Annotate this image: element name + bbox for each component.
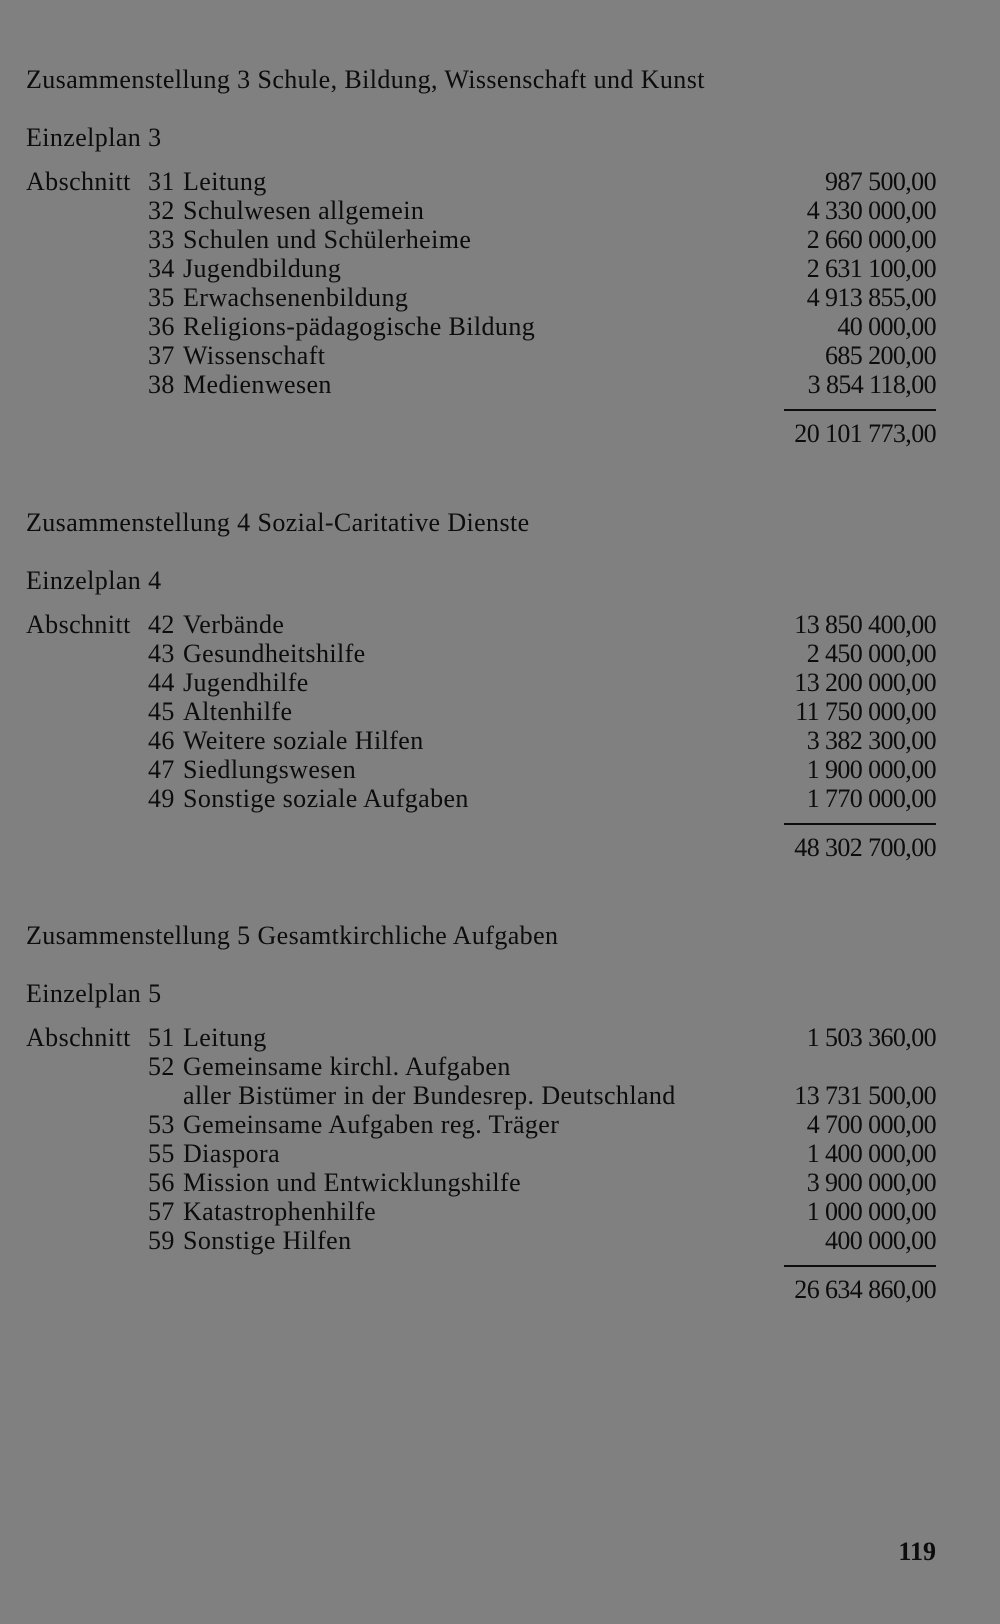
section-amount: 4 700 000,00 xyxy=(806,1110,936,1139)
section-label: Leitung xyxy=(183,1023,267,1052)
budget-row xyxy=(26,1081,936,1110)
budget-row xyxy=(26,726,936,755)
section-label: Mission und Entwicklungshilfe xyxy=(183,1168,522,1197)
zusammenstellung-3-heading: Zusammenstellung 3 Schule, Bildung, Wissenschaft und Kunst xyxy=(26,65,705,94)
budget-row xyxy=(26,668,936,697)
page-number: 119 xyxy=(898,1537,936,1566)
section-amount: 2 631 100,00 xyxy=(806,254,936,283)
section-label: Sonstige soziale Aufgaben xyxy=(183,784,469,813)
section-amount: 1 000 000,00 xyxy=(806,1197,936,1226)
zusammenstellung-5-heading: Zusammenstellung 5 Gesamtkirchliche Aufgaben xyxy=(26,921,559,950)
section-number: 49 xyxy=(148,784,175,813)
budget-row xyxy=(26,312,936,341)
section-label: Altenhilfe xyxy=(183,697,293,726)
section-amount: 400 000,00 xyxy=(824,1226,936,1255)
section-amount: 11 750 000,00 xyxy=(795,697,936,726)
section-number: 42 xyxy=(148,610,175,639)
budget-row xyxy=(26,167,936,196)
section-amount: 685 200,00 xyxy=(824,341,936,370)
section-number: 52 xyxy=(148,1052,175,1081)
section-label: Jugendhilfe xyxy=(183,668,309,697)
section-label: Diaspora xyxy=(183,1139,281,1168)
sum-rule xyxy=(784,1265,936,1267)
budget-row xyxy=(26,784,936,813)
section-amount: 987 500,00 xyxy=(824,167,936,196)
section-number: 57 xyxy=(148,1197,175,1226)
budget-row xyxy=(26,610,936,639)
section-label: Verbände xyxy=(183,610,285,639)
abschnitt-label: Abschnitt xyxy=(26,610,131,639)
section-label: Schulwesen allgemein xyxy=(183,196,425,225)
section-label: aller Bistümer in der Bundesrep. Deutschland xyxy=(183,1081,676,1110)
section-number: 32 xyxy=(148,196,175,225)
budget-row xyxy=(26,1197,936,1226)
einzelplan-3-heading: Einzelplan 3 xyxy=(26,123,162,152)
section-number: 33 xyxy=(148,225,175,254)
section-amount: 1 503 360,00 xyxy=(806,1023,936,1052)
budget-row xyxy=(26,254,936,283)
section-number: 35 xyxy=(148,283,175,312)
section-label: Medienwesen xyxy=(183,370,332,399)
section-amount: 40 000,00 xyxy=(837,312,936,341)
section-label: Sonstige Hilfen xyxy=(183,1226,352,1255)
section-amount: 3 854 118,00 xyxy=(807,370,936,399)
section-amount: 2 450 000,00 xyxy=(806,639,936,668)
einzelplan-4-heading: Einzelplan 4 xyxy=(26,566,162,595)
abschnitt-label: Abschnitt xyxy=(26,1023,131,1052)
budget-row xyxy=(26,1168,936,1197)
section-number: 34 xyxy=(148,254,175,283)
budget-row xyxy=(26,1226,936,1255)
section-number: 45 xyxy=(148,697,175,726)
zusammenstellung-4-heading: Zusammenstellung 4 Sozial-Caritative Dienste xyxy=(26,508,530,537)
section-amount: 1 900 000,00 xyxy=(806,755,936,784)
section-number: 53 xyxy=(148,1110,175,1139)
section-label: Siedlungswesen xyxy=(183,755,357,784)
budget-row xyxy=(26,1110,936,1139)
section-amount: 2 660 000,00 xyxy=(806,225,936,254)
section-number: 38 xyxy=(148,370,175,399)
section-total: 20 101 773,00 xyxy=(794,419,936,448)
section-label: Weitere soziale Hilfen xyxy=(183,726,424,755)
section-label: Erwachsenenbildung xyxy=(183,283,409,312)
section-number: 51 xyxy=(148,1023,175,1052)
budget-row xyxy=(26,1052,936,1081)
section-label: Wissenschaft xyxy=(183,341,326,370)
abschnitt-label: Abschnitt xyxy=(26,167,131,196)
budget-row xyxy=(26,196,936,225)
sum-rule xyxy=(784,409,936,411)
budget-row xyxy=(26,639,936,668)
section-label: Jugendbildung xyxy=(183,254,342,283)
budget-row xyxy=(26,755,936,784)
section-number: 43 xyxy=(148,639,175,668)
section-amount: 13 200 000,00 xyxy=(794,668,936,697)
section-number: 46 xyxy=(148,726,175,755)
section-label: Gemeinsame kirchl. Aufgaben xyxy=(183,1052,511,1081)
section-number: 47 xyxy=(148,755,175,784)
section-number: 56 xyxy=(148,1168,175,1197)
section-amount: 4 330 000,00 xyxy=(806,196,936,225)
section-number: 37 xyxy=(148,341,175,370)
section-number: 44 xyxy=(148,668,175,697)
section-amount: 1 400 000,00 xyxy=(806,1139,936,1168)
section-amount: 3 382 300,00 xyxy=(806,726,936,755)
section-label: Katastrophenhilfe xyxy=(183,1197,377,1226)
budget-row xyxy=(26,341,936,370)
section-label: Schulen und Schülerheime xyxy=(183,225,472,254)
budget-row xyxy=(26,697,936,726)
budget-row xyxy=(26,225,936,254)
budget-row xyxy=(26,1023,936,1052)
section-label: Gesundheitshilfe xyxy=(183,639,366,668)
section-number: 55 xyxy=(148,1139,175,1168)
einzelplan-5-heading: Einzelplan 5 xyxy=(26,979,162,1008)
section-number: 36 xyxy=(148,312,175,341)
section-amount: 3 900 000,00 xyxy=(806,1168,936,1197)
section-total: 48 302 700,00 xyxy=(794,833,936,862)
budget-row xyxy=(26,283,936,312)
section-amount: 4 913 855,00 xyxy=(806,283,936,312)
section-label: Gemeinsame Aufgaben reg. Träger xyxy=(183,1110,560,1139)
section-number: 31 xyxy=(148,167,175,196)
budget-row xyxy=(26,370,936,399)
budget-row xyxy=(26,1139,936,1168)
section-amount: 13 731 500,00 xyxy=(794,1081,936,1110)
section-amount: 13 850 400,00 xyxy=(794,610,936,639)
sum-rule xyxy=(784,823,936,825)
section-label: Leitung xyxy=(183,167,267,196)
section-amount: 1 770 000,00 xyxy=(806,784,936,813)
section-label: Religions-pädagogische Bildung xyxy=(183,312,536,341)
section-number: 59 xyxy=(148,1226,175,1255)
section-total: 26 634 860,00 xyxy=(794,1275,936,1304)
